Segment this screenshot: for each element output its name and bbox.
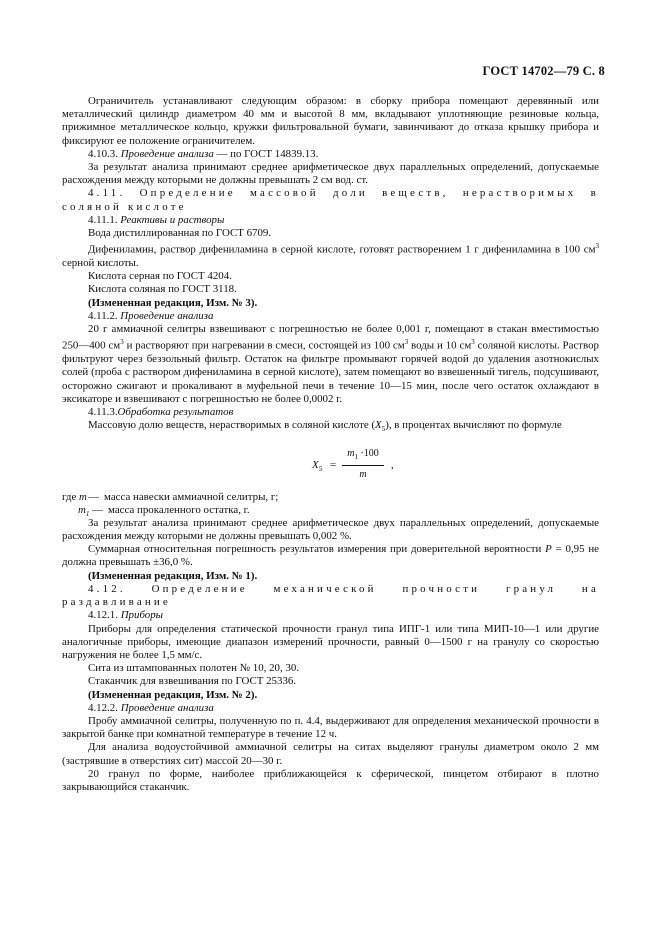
section-number: 4.10.3. bbox=[88, 147, 118, 160]
legend-lead: где bbox=[62, 490, 80, 503]
legend-variable: m bbox=[79, 490, 87, 503]
superscript: 3 bbox=[595, 242, 599, 251]
error-text: = 0,95 не должна превышать ±36,0 %. bbox=[62, 543, 599, 569]
paragraph-instruments: Приборы для определения статической прочности гранул типа ИПГ-1 или типа МИП-10—1 или другие аналогичные приборы, имеющие диапазон измерений прочности, равный 0—1500 г на гранулу со скоростью нагружения не более 1,5 мм/с. bbox=[62, 622, 599, 661]
section-number: 4.12.1. bbox=[88, 609, 118, 622]
subscript: 1 bbox=[354, 452, 358, 461]
section-4-11-heading: 4.11. Определение массовой доли веществ, нерастворимых в соляной кислоте bbox=[62, 187, 599, 213]
section-title: Реактивы и растворы bbox=[120, 213, 225, 226]
legend-symbol bbox=[78, 504, 89, 521]
page-header: ГОСТ 14702—79 С. 8 bbox=[482, 64, 605, 78]
section-text: — по ГОСТ 14839.13. bbox=[213, 147, 319, 160]
legend-dash: — bbox=[92, 503, 103, 516]
superscript: 3 bbox=[120, 338, 124, 347]
superscript: 3 bbox=[404, 338, 409, 347]
formula-comma: , bbox=[391, 458, 394, 471]
variable-x: X bbox=[375, 419, 382, 432]
paragraph-result-1: За результат анализа принимают среднее арифметическое двух параллельных определений, допускаемые расхождения между которыми не должны превышать 2 см вод. ст. bbox=[62, 161, 599, 187]
reagent-water: Вода дистиллированная по ГОСТ 6709. bbox=[88, 227, 272, 240]
superscript: 3 bbox=[471, 338, 475, 347]
subscript: 1 bbox=[85, 509, 90, 518]
procedure-text: воды и 10 см bbox=[408, 339, 472, 352]
paragraph-selection: 20 гранул по форме, наиболее приближающейся к сферической, пинцетом отбирают в плотно закрывающийся стаканчик. bbox=[62, 767, 599, 793]
reagent-diphenylamine bbox=[62, 240, 599, 270]
paragraph-sieves: Сита из штампованных полотен № 10, 20, 30. bbox=[88, 662, 300, 675]
section-title: Проведение анализа bbox=[120, 147, 214, 160]
paragraph-procedure bbox=[62, 323, 599, 406]
paragraph-formula-intro bbox=[62, 419, 599, 436]
paragraph-result-2: За результат анализа принимают среднее арифметическое двух параллельных определений, допускаемые расхождения между которыми не должны превышать 0,002 %. bbox=[62, 516, 599, 543]
paragraph-sample: Пробу аммиачной селитры, полученную по п. 4.4, выдерживают для определения механической прочности в закрытой банке при комнатной температуре в течение 12 ч. bbox=[62, 714, 599, 741]
formula-variable: X bbox=[312, 458, 319, 471]
formula-intro-text: Массовую долю веществ, нерастворимых в соляной кислоте ( bbox=[88, 419, 376, 432]
section-title: Проведение анализа bbox=[120, 701, 214, 714]
formula-fraction bbox=[342, 447, 384, 481]
section-title: Обработка результатов bbox=[117, 405, 234, 418]
formula-constant: ·100 bbox=[357, 447, 379, 459]
amendment-note-1: (Измененная редакция, Изм. № 1). bbox=[88, 569, 258, 582]
formula-variable: m bbox=[347, 447, 355, 459]
procedure-text: соляной кислоты. Раствор фильтруют через беззольный фильтр. Остаток на фильтре промывают горячей водой до удаления азотнокислых солей (проба с раствором дифениламина в серной кислоте), затем помещают во взвешенный тигель, подсушивают, осторожно сжигают и прокаливают в муфельной печи в течение 10—15 мин, после чего остаток охлаждают в эксикаторе и взвешивают с погрешностью не более 0,0002 г. bbox=[62, 339, 599, 405]
procedure-text: 20 г аммиачной селитры взвешивают с погрешностью не более 0,001 г, помещают в стакан вместимостью 250—400 см bbox=[62, 323, 599, 352]
section-title: Проведение анализа bbox=[120, 309, 214, 322]
paragraph-weighing-cup: Стаканчик для взвешивания по ГОСТ 25336. bbox=[88, 675, 297, 688]
legend-text: масса прокаленного остатка, г. bbox=[108, 503, 250, 516]
formula-x5 bbox=[62, 447, 599, 489]
section-number: 4.11.3. bbox=[88, 405, 118, 418]
section-4-11-3 bbox=[62, 406, 599, 419]
procedure-text: и растворяют при нагревании в смеси, состоящей из 100 см bbox=[123, 339, 405, 352]
reagent-text: серной кислоты. bbox=[62, 257, 139, 270]
amendment-note-2: (Измененная редакция, Изм. № 2). bbox=[88, 688, 258, 701]
amendment-note-3: (Измененная редакция, Изм. № 3). bbox=[88, 296, 258, 309]
section-4-12-2 bbox=[62, 702, 599, 715]
section-number: 4.11.1. bbox=[88, 213, 118, 226]
paragraph-granules: Для анализа водоустойчивой аммиачной селитры на ситах выделяют гранулы диаметром около 2 мм (застрявшие в отверстиях сит) массой 20—30 г. bbox=[62, 741, 599, 767]
legend-m1 bbox=[62, 504, 599, 517]
document-body bbox=[62, 95, 599, 794]
formula-numerator bbox=[342, 447, 384, 466]
section-4-10-3 bbox=[62, 148, 599, 161]
paragraph-error bbox=[62, 543, 599, 569]
reagent-hydrochloric-acid: Кислота соляная по ГОСТ 3118. bbox=[88, 283, 237, 296]
legend-text: масса навески аммиачной селитры, г; bbox=[104, 490, 279, 503]
variable-p: P bbox=[545, 543, 552, 556]
legend-variable: m bbox=[78, 503, 86, 516]
section-4-12-1 bbox=[62, 609, 599, 622]
section-4-12-heading: 4.12. Определение механической прочности гранул на раздавливание bbox=[62, 582, 599, 609]
section-number: 4.12.2. bbox=[88, 701, 118, 714]
section-4-11-1 bbox=[62, 214, 599, 227]
subscript: 5 bbox=[381, 425, 386, 434]
formula-equals: = bbox=[330, 458, 337, 471]
subscript: 5 bbox=[318, 464, 323, 473]
legend-dash: — bbox=[88, 490, 99, 503]
error-text: Суммарная относительная погрешность результатов измерения при доверительной вероятности bbox=[88, 543, 546, 556]
section-number: 4.11.2. bbox=[88, 309, 118, 322]
formula-lhs bbox=[312, 459, 322, 476]
reagent-sulfuric-acid: Кислота серная по ГОСТ 4204. bbox=[88, 270, 232, 283]
formula-denominator: m bbox=[359, 468, 367, 480]
reagent-text: Дифениламин, раствор дифениламина в серной кислоте, готовят растворением 1 г дифениламина в 100 см bbox=[88, 243, 596, 256]
section-title: Приборы bbox=[120, 609, 164, 622]
paragraph-limiter: Ограничитель устанавливают следующим образом: в сборку прибора помещают деревянный или металлический цилиндр диаметром 40 мм и высотой 8 мм, вкладывают уплотняющие резиновые кольца, прижимное металлическое кольцо, кружки фильтровальной бумаги, завинчивают до отказа крышку прибора и фиксируют ее положение ограничителем. bbox=[62, 95, 599, 147]
formula-intro-text: ), в процентах вычисляют по формуле bbox=[385, 419, 562, 432]
section-4-11-2 bbox=[62, 310, 599, 323]
legend-m bbox=[62, 491, 599, 504]
legend-symbol bbox=[62, 491, 87, 504]
